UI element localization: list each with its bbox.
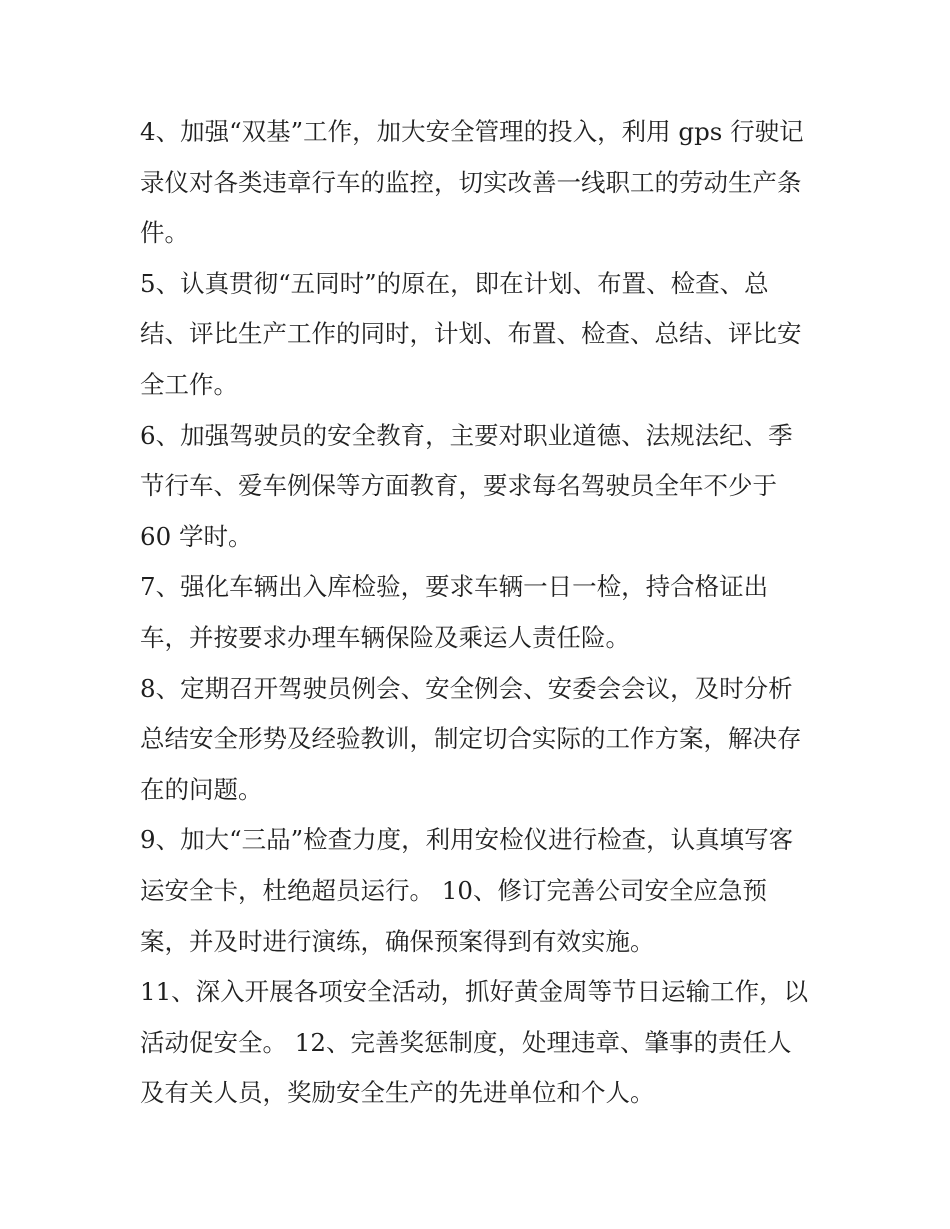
text-line: 全工作。	[140, 369, 238, 399]
document-body	[140, 107, 820, 1119]
paragraph-item-8	[140, 664, 820, 816]
text-line: 5、认真贯彻“五同时”的原在，即在计划、布置、检查、总	[140, 268, 769, 298]
text-line: 7、强化车辆出入库检验，要求车辆一日一检，持合格证出	[140, 572, 769, 602]
text-line: 车，并按要求办理车辆保险及乘运人责任险。	[140, 622, 630, 652]
text-line: 案，并及时进行演练，确保预案得到有效实施。	[140, 926, 655, 956]
text-line: 9、加大“三品”检查力度，利用安检仪进行检查，认真填写客	[140, 825, 794, 855]
text-line: 4、加强“双基”工作，加大安全管理的投入，利用 gps 行驶记	[140, 117, 804, 146]
paragraph-item-7	[140, 562, 820, 663]
text-line: 件。	[140, 218, 189, 248]
text-line: 11、深入开展各项安全活动，抓好黄金周等节日运输工作，以	[140, 977, 809, 1007]
text-line: 8、定期召开驾驶员例会、安全例会、安委会会议，及时分析	[140, 673, 793, 703]
text-line: 在的问题。	[140, 774, 263, 804]
text-line: 结、评比生产工作的同时，计划、布置、检查、总结、评比安	[140, 319, 802, 349]
text-line: 6、加强驾驶员的安全教育，主要对职业道德、法规法纪、季	[140, 420, 793, 450]
text-line: 活动促安全。 12、完善奖惩制度，处理违章、肇事的责任人	[140, 1027, 792, 1057]
text-line: 运安全卡，杜绝超员运行。 10、修订完善公司安全应急预	[140, 875, 767, 905]
paragraph-item-11-12	[140, 967, 820, 1119]
paragraph-item-9-10	[140, 815, 820, 967]
text-line: 60 学时。	[140, 521, 253, 551]
text-line: 及有关人员，奖励安全生产的先进单位和个人。	[140, 1078, 655, 1108]
text-line: 总结安全形势及经验教训，制定切合实际的工作方案，解决存	[140, 724, 802, 754]
paragraph-item-6	[140, 411, 820, 563]
paragraph-item-5	[140, 259, 820, 411]
text-line: 录仪对各类违章行车的监控，切实改善一线职工的劳动生产条	[140, 167, 802, 197]
text-line: 节行车、爱车例保等方面教育，要求每名驾驶员全年不少于	[140, 471, 777, 501]
paragraph-item-4	[140, 107, 820, 259]
